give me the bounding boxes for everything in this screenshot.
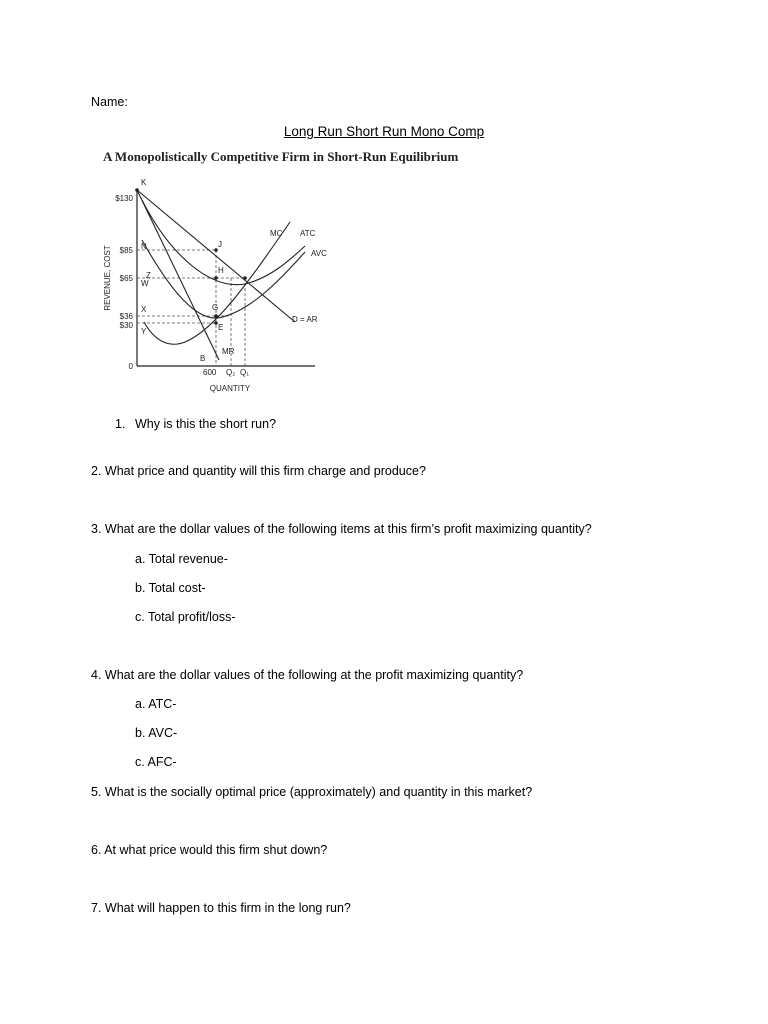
quantity-label-q2: Q₂: [226, 368, 236, 377]
question-5: 5. What is the socially optimal price (approximately) and quantity in this market?: [91, 785, 533, 799]
question-3a: a. Total revenue-: [135, 552, 228, 566]
mc-label: MC: [270, 229, 283, 238]
demand-label: D = AR: [292, 315, 318, 324]
origin-label: 0: [128, 362, 133, 371]
point-label-w: W: [141, 279, 149, 288]
point-g-dot: [214, 314, 218, 318]
atc-label: ATC: [300, 229, 316, 238]
price-label-130: $130: [115, 194, 133, 203]
point-label-n: N: [141, 242, 147, 251]
price-label-36: $36: [119, 312, 133, 321]
price-label-85: $85: [119, 246, 133, 255]
point-label-k: K: [141, 178, 147, 187]
x-axis-label: QUANTITY: [209, 384, 251, 393]
point-label-g: G: [212, 303, 219, 312]
point-h-dot: [214, 276, 218, 280]
mr-label: MR: [222, 347, 235, 356]
point-label-h: H: [218, 266, 224, 275]
point-label-z: Z: [146, 271, 151, 280]
price-label-30: $30: [119, 321, 133, 330]
point-label-x: X: [141, 305, 147, 314]
monopolistic-competition-figure: [100, 170, 380, 400]
y-axis-label: REVENUE, COST: [103, 245, 112, 311]
price-label-65: $65: [119, 274, 133, 283]
quantity-label-600: 600: [203, 368, 217, 377]
question-4: 4. What are the dollar values of the following at the profit maximizing quantity?: [91, 668, 524, 682]
point-label-j: J: [218, 240, 222, 249]
atc-min-dot: [243, 276, 247, 280]
point-k-dot: [135, 188, 139, 192]
point-label-e: E: [218, 323, 224, 332]
page-title: Long Run Short Run Mono Comp: [283, 124, 485, 139]
question-6: 6. At what price would this firm shut down?: [91, 843, 328, 857]
point-label-b: B: [200, 354, 206, 363]
question-2: 2. What price and quantity will this firm charge and produce?: [91, 464, 426, 478]
name-label: Name:: [91, 95, 128, 109]
mc-curve: [144, 222, 290, 344]
question-3b: b. Total cost-: [135, 581, 206, 595]
question-1-number: 1.: [115, 417, 126, 431]
avc-label: AVC: [311, 249, 327, 258]
question-3c: c. Total profit/loss-: [135, 610, 236, 624]
question-4a: a. ATC-: [135, 697, 177, 711]
question-4b: b. AVC-: [135, 726, 178, 740]
question-7: 7. What will happen to this firm in the long run?: [91, 901, 351, 915]
point-label-y: Y: [141, 327, 147, 336]
question-1: Why is this the short run?: [135, 417, 277, 431]
question-4c: c. AFC-: [135, 755, 177, 769]
question-3: 3. What are the dollar values of the following items at this firm’s profit maximizing quantity?: [91, 522, 592, 536]
quantity-label-q1: Q₁: [240, 368, 249, 377]
figure-caption: A Monopolistically Competitive Firm in Short-Run Equilibrium: [103, 149, 459, 164]
